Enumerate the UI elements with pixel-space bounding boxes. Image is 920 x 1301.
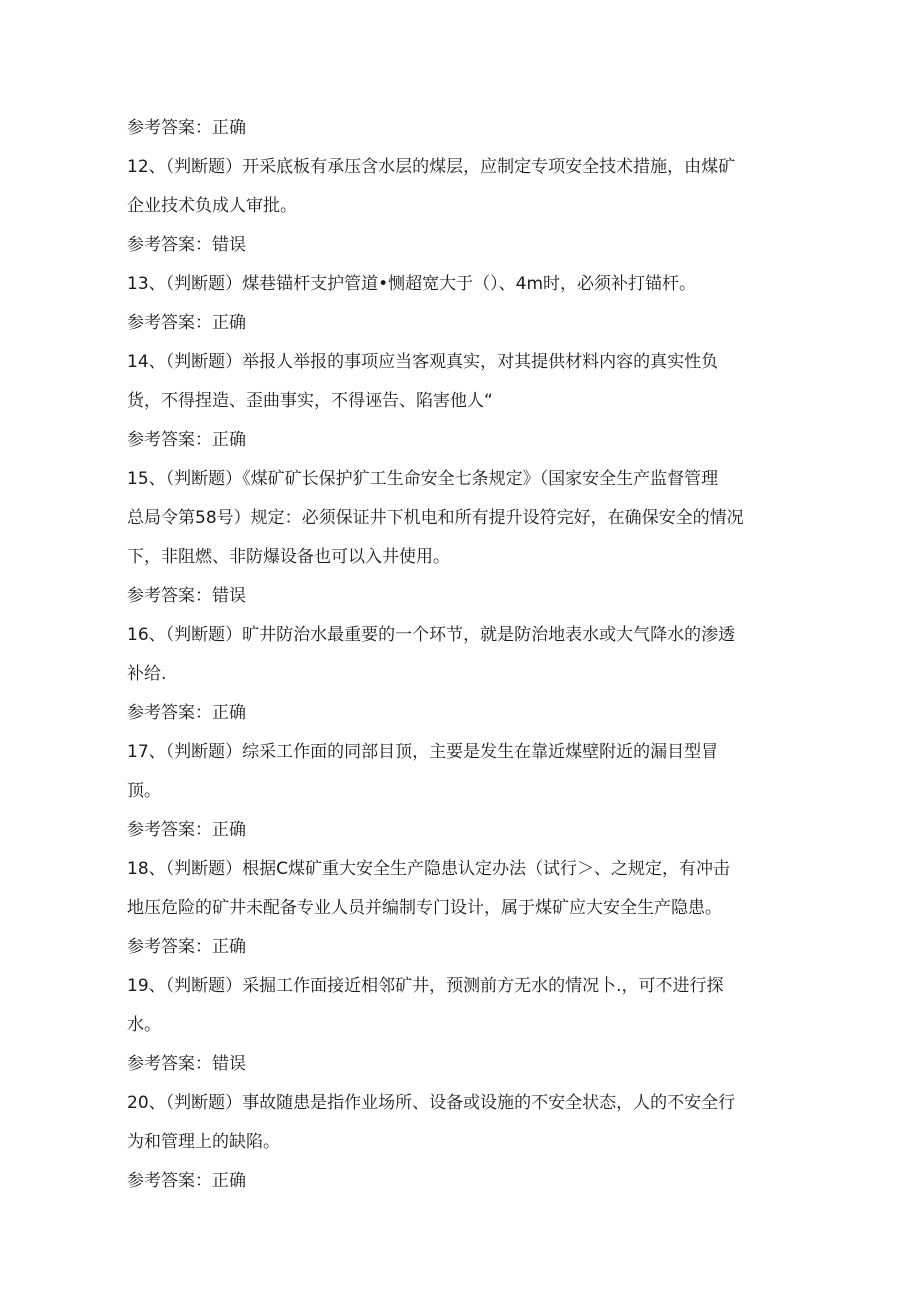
question-line: 20、（判断题）事故随患是指作业场所、设备或设施的不安全状态，人的不安全行 — [127, 1093, 736, 1113]
answer-line — [127, 117, 807, 139]
answer-label: 参考答案： — [127, 430, 212, 450]
answer-line — [127, 702, 807, 724]
answer-label: 参考答案： — [127, 1054, 212, 1074]
answer-value: 正确 — [212, 703, 246, 723]
answer-line — [127, 936, 807, 958]
answer-label: 参考答案： — [127, 235, 212, 255]
question-line: 16、（判断题）旷井防治水最重要的一个环节，就是防治地表水或大气降水的渗透 — [127, 625, 736, 645]
answer-value: 正确 — [212, 313, 246, 333]
answer-line — [127, 585, 807, 607]
question-line: 补给. — [127, 664, 167, 684]
answer-label: 参考答案： — [127, 1171, 212, 1191]
answer-line — [127, 234, 807, 256]
question-line: 12、（判断题）开采底板有承压含水层的煤层，应制定专项安全技术措施，由煤矿 — [127, 157, 736, 177]
answer-line — [127, 1053, 807, 1075]
question-line: 企业技术负成人审批。 — [127, 196, 297, 216]
answer-line — [127, 819, 807, 841]
question-line: 14、（判断题）举报人举报的事项应当客观真实，对其提供材料内容的真实性负 — [127, 352, 719, 372]
question-line: 18、（判断题）根据C煤矿重大安全生产隐患认定办法（试行＞、之规定，有冲击 — [127, 859, 731, 879]
answer-label: 参考答案： — [127, 937, 212, 957]
question-line: 顶。 — [127, 781, 161, 801]
question-line: 总局令第58号）规定：必须保证井下机电和所有提升设符完好，在确保安全的情况 — [127, 508, 744, 528]
answer-label: 参考答案： — [127, 820, 212, 840]
question-line: 17、（判断题）综采工作面的同部目顶，主要是发生在靠近煤壁附近的漏目型冒 — [127, 742, 719, 762]
answer-value: 正确 — [212, 820, 246, 840]
answer-line — [127, 312, 807, 334]
question-line: 15、（判断题）《煤矿矿长保护犷工生命安全七条规定》（国家安全生产监督管理 — [127, 469, 719, 489]
answer-line — [127, 1170, 807, 1192]
answer-value: 正确 — [212, 430, 246, 450]
answer-value: 正确 — [212, 118, 246, 138]
question-line: 水。 — [127, 1015, 161, 1035]
answer-label: 参考答案： — [127, 703, 212, 723]
question-line: 为和管理上的缺陷。 — [127, 1132, 280, 1152]
answer-label: 参考答案： — [127, 586, 212, 606]
answer-value: 错误 — [212, 1054, 246, 1074]
question-line: 13、（判断题）煤巷锚杆支护管道•恻超宽大于（）、4m时，必须补打锚杆。 — [127, 274, 697, 294]
question-line: 下，非阻燃、非防爆设备也可以入井使用。 — [127, 547, 450, 567]
question-line: 地压危险的矿井未配备专业人员并编制专门设计，属于煤矿应大安全生产隐患。 — [127, 898, 722, 918]
answer-label: 参考答案： — [127, 118, 212, 138]
answer-value: 正确 — [212, 1171, 246, 1191]
question-line: 货，不得捏造、歪曲事实，不得诬告、陷害他人“ — [127, 391, 493, 411]
answer-label: 参考答案： — [127, 313, 212, 333]
answer-value: 错误 — [212, 235, 246, 255]
answer-value: 错误 — [212, 586, 246, 606]
answer-line — [127, 429, 807, 451]
question-line: 19、（判断题）采掘工作面接近相邻矿井，预测前方无水的情况卜.，可不进行探 — [127, 976, 724, 996]
answer-value: 正确 — [212, 937, 246, 957]
